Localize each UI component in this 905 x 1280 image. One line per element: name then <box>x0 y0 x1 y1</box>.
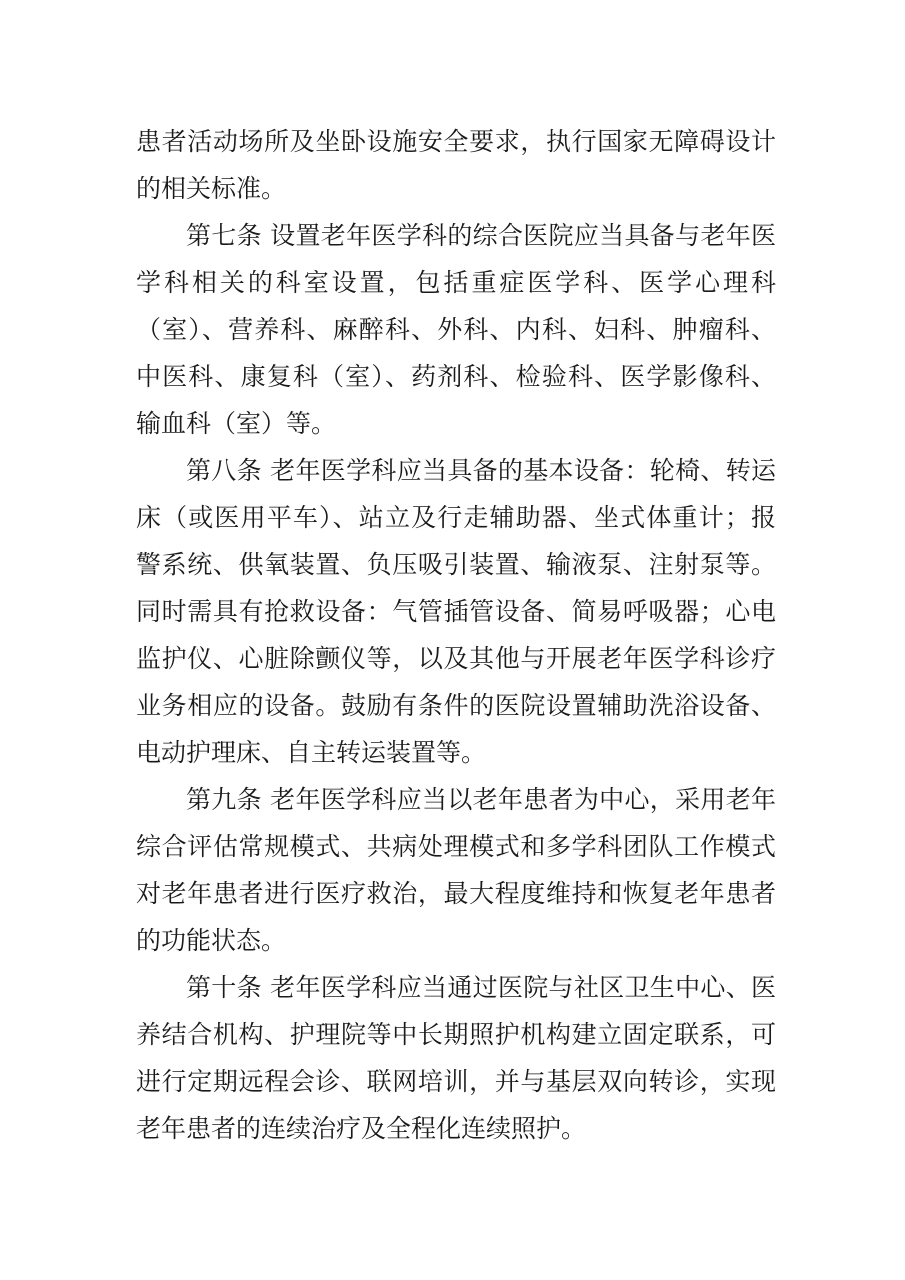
text-line: 老年患者的连续治疗及全程化连续照护。 <box>136 1114 587 1143</box>
text-line: 中医科、康复科（室）、药剂科、检验科、医学影像科、 <box>136 362 776 391</box>
text-line: 输血科（室）等。 <box>136 409 337 438</box>
paragraph-article-8 <box>136 447 776 776</box>
text-line: 第八条 老年医学科应当具备的基本设备：轮椅、转运 <box>186 456 776 485</box>
text-line: 进行定期远程会诊、联网培训，并与基层双向转诊，实现 <box>136 1067 776 1096</box>
paragraph-article-10 <box>136 964 776 1152</box>
paragraph-article-9 <box>136 776 776 964</box>
text-line: 养结合机构、护理院等中长期照护机构建立固定联系，可 <box>136 1020 776 1049</box>
text-line: 监护仪、心脏除颤仪等，以及其他与开展老年医学科诊疗 <box>136 644 776 673</box>
text-line: 第十条 老年医学科应当通过医院与社区卫生中心、医 <box>186 973 776 1002</box>
text-line: 第九条 老年医学科应当以老年患者为中心，采用老年 <box>186 785 776 814</box>
text-line: 对老年患者进行医疗救治，最大程度维持和恢复老年患者 <box>136 879 776 908</box>
text-line: 电动护理床、自主转运装置等。 <box>136 738 487 767</box>
text-line: 学科相关的科室设置，包括重症医学科、医学心理科 <box>136 268 776 297</box>
text-line: 的相关标准。 <box>136 174 287 203</box>
document-body <box>136 118 776 1152</box>
text-line: （室）、营养科、麻醉科、外科、内科、妇科、肿瘤科、 <box>136 315 776 344</box>
text-line: 警系统、供氧装置、负压吸引装置、输液泵、注射泵等。 <box>136 550 776 579</box>
text-line: 业务相应的设备。鼓励有条件的医院设置辅助洗浴设备、 <box>136 691 776 720</box>
text-line: 综合评估常规模式、共病处理模式和多学科团队工作模式 <box>136 832 776 861</box>
text-line: 同时需具有抢救设备：气管插管设备、简易呼吸器；心电 <box>136 597 776 626</box>
text-line: 患者活动场所及坐卧设施安全要求，执行国家无障碍设计 <box>136 127 776 156</box>
text-line: 床（或医用平车）、站立及行走辅助器、坐式体重计；报 <box>136 503 776 532</box>
paragraph-article-7 <box>136 212 776 447</box>
text-line: 的功能状态。 <box>136 926 287 955</box>
text-line: 第七条 设置老年医学科的综合医院应当具备与老年医 <box>186 221 776 250</box>
paragraph-continuation <box>136 118 776 212</box>
